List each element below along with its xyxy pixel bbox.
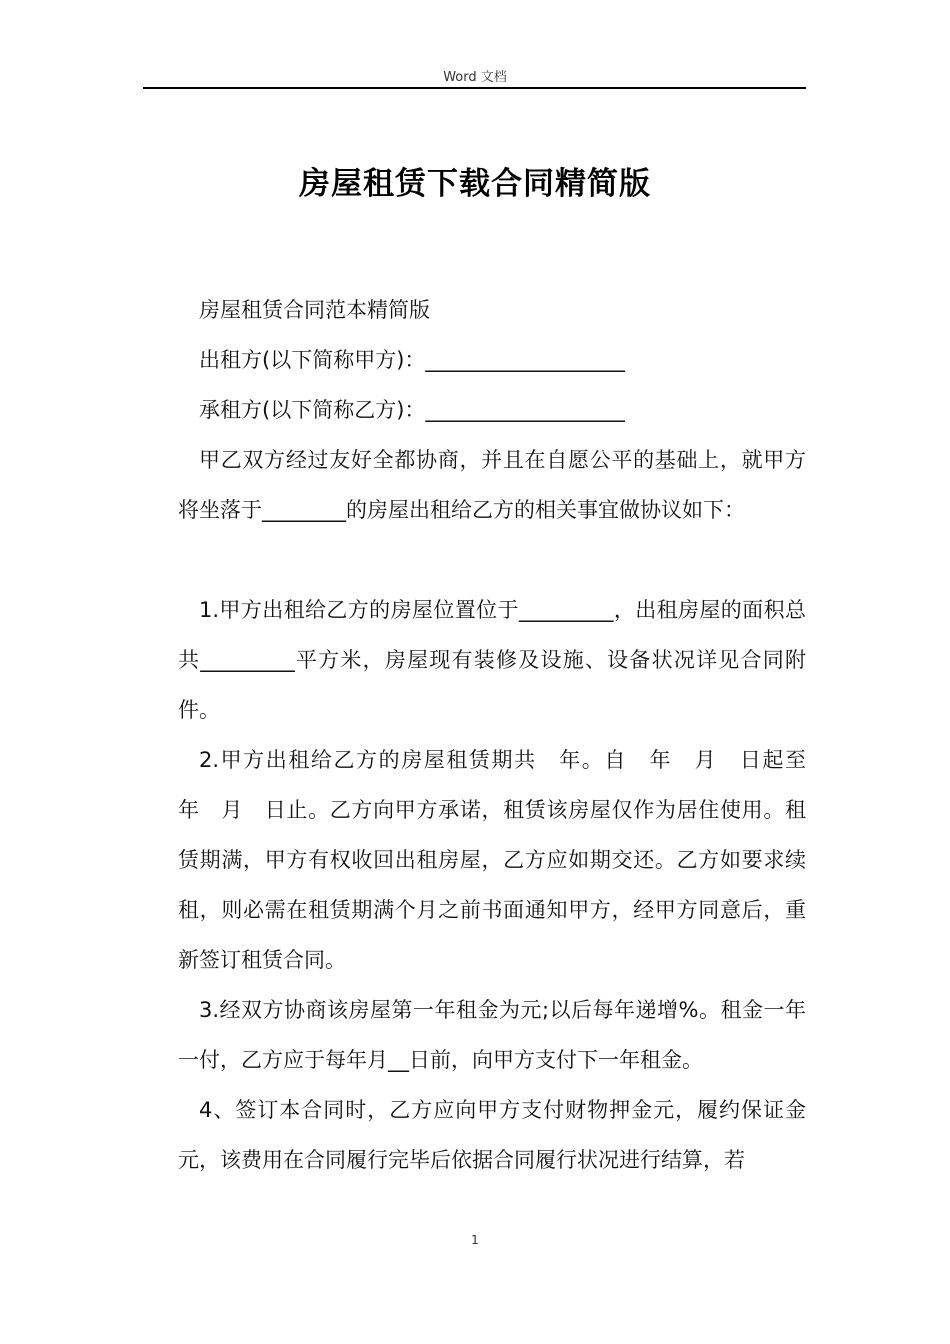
paragraph-clause-4: 4、签订本合同时，乙方应向甲方支付财物押金元，履约保证金元，该费用在合同履行完毕后依据合同履行状况进行结算，若 <box>178 1098 806 1172</box>
paragraph-subtitle: 房屋租赁合同范本精简版 <box>199 298 430 322</box>
paragraph-lessor: 出租方(以下简称甲方)：___________________ <box>199 348 625 372</box>
header-divider <box>143 87 806 89</box>
document-title: 房屋租赁下载合同精简版 <box>299 166 651 202</box>
document-body <box>178 285 827 1185</box>
document-header-label: Word 文档 <box>443 70 507 85</box>
paragraph-clause-3: 3.经双方协商该房屋第一年租金为元;以后每年递增%。租金一年一付，乙方应于每年月__日前，向甲方支付下一年租金。 <box>178 998 806 1072</box>
paragraph-clause-1: 1.甲方出租给乙方的房屋位置位于_________，出租房屋的面积总共_________平方米，房屋现有装修及设施、设备状况详见合同附件。 <box>178 598 806 722</box>
paragraph-clause-2: 2.甲方出租给乙方的房屋租赁期共 年。自 年 月 日起至 年 月 日止。乙方向甲方承诺，租赁该房屋仅作为居住使用。租赁期满，甲方有权收回出租房屋，乙方应如期交还。乙方如要求续租，则必需在租赁期满个月之前书面通知甲方，经甲方同意后，重新签订租赁合同。 <box>178 748 827 972</box>
blank-line <box>178 535 806 585</box>
paragraph-preamble: 甲乙双方经过友好全都协商，并且在自愿公平的基础上，就甲方将坐落于________的房屋出租给乙方的相关事宜做协议如下： <box>178 448 806 522</box>
paragraph-lessee: 承租方(以下简称乙方)：___________________ <box>199 398 625 422</box>
page-number: 1 <box>471 1233 479 1247</box>
